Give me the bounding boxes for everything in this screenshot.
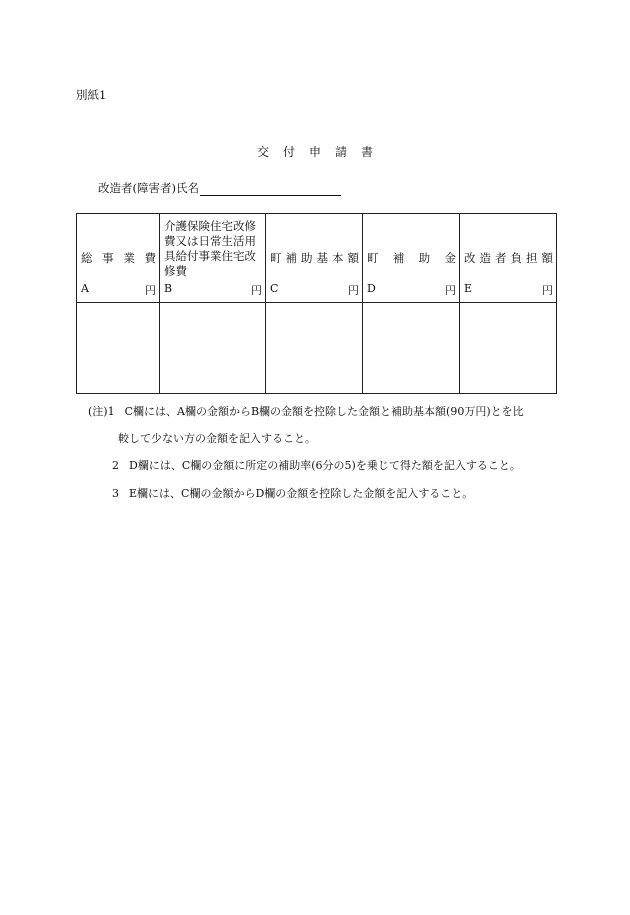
table-entry-row [77,303,557,394]
attachment-label: 別紙1 [76,88,107,102]
label-char: 町 [270,251,282,265]
title-char: 申 [308,145,321,159]
column-unit: 円 [542,284,553,297]
column-label [270,250,359,266]
column-unit-row [164,282,262,298]
header-cell-insurance-cost [160,214,266,303]
column-unit-row [367,282,456,298]
header-cell-total-cost [77,214,160,303]
column-unit-row [464,282,553,298]
title-char: 付 [282,145,295,159]
note-2-number: 2 [112,459,119,472]
entry-cell-b[interactable] [160,303,266,394]
note-1-text: C欄には、A欄の金額からB欄の金額を控除した金額と補助基本額(90万円)とを比 [124,405,524,418]
document-title [0,143,630,160]
column-label [367,250,456,266]
column-unit-row [81,282,156,298]
note-2-text: D欄には、C欄の金額に所定の補助率(6分の5)を乗じて得た額を記入すること。 [129,459,521,472]
applicant-name-label: 改造者(障害者)氏名 [98,181,199,195]
label-char: 負 [510,251,522,265]
label-line: 介護保険住宅改修 [164,219,256,233]
note-1-line-1 [88,403,524,419]
label-char: 助 [301,251,313,265]
amounts-table [76,213,557,394]
column-unit: 円 [445,284,456,297]
title-char: 書 [361,145,374,159]
column-letter: A [81,282,89,295]
label-char: 補 [392,251,405,265]
column-label [164,219,262,279]
title-char: 交 [256,145,269,159]
header-cell-self-burden [460,214,557,303]
applicant-name-row [98,180,341,196]
note-3-number: 3 [112,487,119,500]
label-line: 修費 [164,264,187,278]
label-char: 業 [123,251,135,265]
label-char: 事 [102,251,114,265]
entry-cell-c[interactable] [266,303,363,394]
label-char: 者 [495,251,507,265]
column-letter: B [164,282,173,295]
entry-cell-a[interactable] [77,303,160,394]
table-header-row [77,214,557,303]
column-unit: 円 [251,284,262,297]
label-char: 額 [541,251,553,265]
column-letter: C [270,282,279,295]
label-char: 改 [464,251,476,265]
entry-cell-d[interactable] [363,303,460,394]
column-unit: 円 [145,284,156,297]
note-3-text: E欄には、C欄の金額からD欄の金額を控除した金額を記入すること。 [129,487,474,500]
note-3 [112,485,473,501]
column-label [81,250,156,266]
label-line: 具給付事業住宅改 [164,249,256,263]
label-char: 総 [81,251,93,265]
header-cell-base-subsidy [266,214,363,303]
label-char: 町 [367,251,379,265]
column-label [464,250,553,266]
column-letter: D [367,282,376,295]
column-unit: 円 [348,284,359,297]
label-line: 費又は日常生活用 [164,234,256,248]
note-2 [112,457,521,473]
label-char: 本 [332,251,344,265]
label-char: 造 [479,251,491,265]
label-char: 担 [526,251,538,265]
entry-cell-e[interactable] [460,303,557,394]
label-char: 額 [347,251,359,265]
label-char: 費 [144,251,156,265]
note-1-number: (注)1 [88,405,115,418]
column-letter: E [464,282,473,295]
label-char: 助 [418,251,431,265]
label-char: 基 [316,251,328,265]
title-char: 請 [335,145,348,159]
column-unit-row [270,282,359,298]
header-cell-subsidy [363,214,460,303]
label-char: 金 [444,251,456,265]
applicant-name-blank[interactable] [200,182,341,196]
note-1-line-2: 較して少ない方の金額を記入すること。 [118,432,316,445]
label-char: 補 [285,251,297,265]
